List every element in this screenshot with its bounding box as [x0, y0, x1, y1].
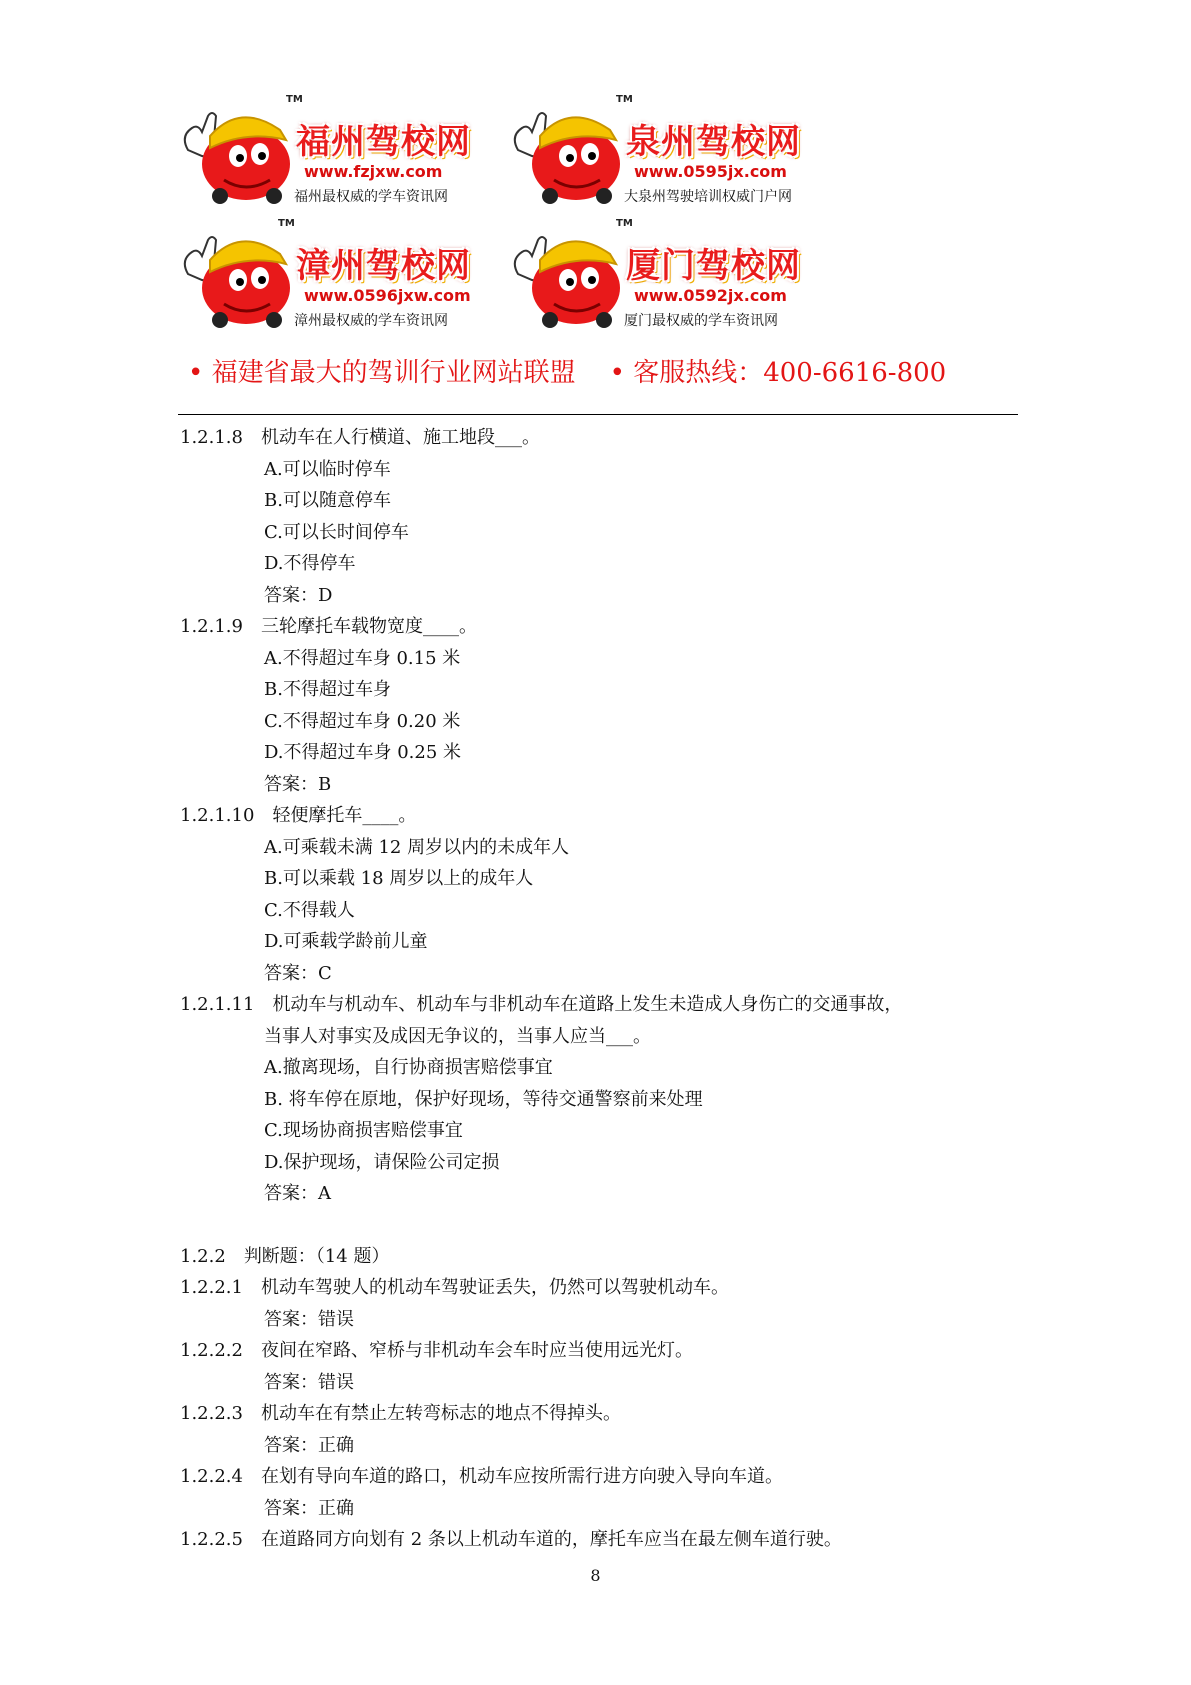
- answer-line: 答案：D: [264, 584, 333, 606]
- logo-url: www.fzjxw.com: [304, 162, 443, 181]
- question-number: 1.2.2.2: [180, 1340, 243, 1361]
- question-text: 在道路同方向划有 2 条以上机动车道的，摩托车应当在最左侧车道行驶。: [260, 1529, 842, 1550]
- answer-line: 答案：C: [264, 962, 332, 984]
- answer-line: 答案：正确: [264, 1434, 354, 1456]
- option-d: D.不得停车: [264, 553, 356, 574]
- mascot-car-icon: [180, 216, 298, 336]
- question-text: 机动车驾驶人的机动车驾驶证丢失，仍然可以驾驶机动车。: [260, 1277, 729, 1298]
- header-divider: [178, 414, 1018, 415]
- option-a: A.不得超过车身 0.15 米: [264, 647, 461, 669]
- question-number: 1.2.2.1: [180, 1277, 243, 1298]
- option-d: D.不得超过车身 0.25 米: [264, 742, 462, 763]
- logo-url: www.0592jx.com: [634, 286, 787, 305]
- question-number: 1.2.1.10: [180, 805, 255, 826]
- header-logos: [180, 92, 830, 338]
- question-line: [180, 1335, 1040, 1367]
- header-banner: [188, 352, 946, 389]
- question-text: 轻便摩托车____。: [272, 805, 417, 826]
- question-block: [180, 422, 1040, 611]
- question-text: 在划有导向车道的路口，机动车应按所需行进方向驶入导向车道。: [260, 1466, 783, 1487]
- section-heading: [180, 1241, 1040, 1273]
- option-b: B.可以乘载 18 周岁以上的成年人: [264, 868, 534, 889]
- section-number: 1.2.2: [180, 1245, 226, 1267]
- trademark-symbol: TM: [286, 94, 303, 105]
- banner-hotline-text: • 客服热线：400-6616-800: [609, 358, 947, 388]
- logo-title: 泉州驾校网: [626, 122, 801, 162]
- answer-line: 答案：错误: [264, 1308, 354, 1330]
- question-text: 夜间在窄路、窄桥与非机动车会车时应当使用远光灯。: [260, 1340, 693, 1361]
- option-a: A.撤离现场，自行协商损害赔偿事宜: [264, 1057, 553, 1078]
- answer-line: 答案：正确: [264, 1497, 354, 1519]
- logo-zhangzhou: [180, 216, 498, 338]
- question-block: [180, 989, 1040, 1210]
- option-c: C.可以长时间停车: [264, 521, 409, 543]
- question-block: [180, 800, 1040, 989]
- logo-title: 福州驾校网: [296, 122, 471, 162]
- question-number: 1.2.2.5: [180, 1529, 243, 1550]
- judgment-block: [180, 1335, 1040, 1398]
- question-line: [180, 800, 1040, 832]
- banner-alliance-text: • 福建省最大的驾训行业网站联盟: [188, 358, 576, 388]
- option-d: D.可乘载学龄前儿童: [264, 931, 428, 952]
- question-text: 三轮摩托车载物宽度____。: [260, 616, 477, 637]
- judgment-block: [180, 1461, 1040, 1524]
- judgment-block: [180, 1524, 1040, 1556]
- logo-tagline: 厦门最权威的学车资讯网: [624, 313, 778, 329]
- answer-line: 答案：B: [264, 773, 332, 795]
- question-text-continued: 当事人对事实及成因无争议的，当事人应当___。: [264, 1025, 651, 1047]
- question-line: [180, 1524, 1040, 1556]
- logo-tagline: 漳州最权威的学车资讯网: [294, 313, 448, 329]
- trademark-symbol: TM: [616, 94, 633, 105]
- logo-url: www.0595jx.com: [634, 162, 787, 181]
- logo-title: 厦门驾校网: [626, 246, 801, 286]
- document-body: [180, 422, 1040, 1556]
- spacer: [180, 1210, 1040, 1241]
- answer-line: 答案：A: [264, 1183, 331, 1204]
- judgment-block: [180, 1398, 1040, 1461]
- question-line: [180, 611, 1040, 643]
- logo-xiamen: [510, 216, 828, 338]
- question-line: [180, 1398, 1040, 1430]
- question-text: 机动车在人行横道、施工地段___。: [260, 427, 540, 448]
- judgment-block: [180, 1272, 1040, 1335]
- mascot-car-icon: [510, 216, 628, 336]
- option-b: B. 将车停在原地，保护好现场，等待交通警察前来处理: [264, 1088, 703, 1110]
- question-text: 机动车在有禁止左转弯标志的地点不得掉头。: [260, 1403, 621, 1424]
- mascot-car-icon: [180, 92, 298, 212]
- answer-line: 答案：错误: [264, 1371, 354, 1393]
- question-number: 1.2.2.3: [180, 1403, 243, 1424]
- option-a: A.可乘载未满 12 周岁以内的未成年人: [264, 836, 570, 858]
- page-number: 8: [590, 1566, 601, 1585]
- option-d: D.保护现场，请保险公司定损: [264, 1151, 500, 1173]
- trademark-symbol: TM: [278, 218, 295, 229]
- trademark-symbol: TM: [616, 218, 633, 229]
- question-line: [180, 422, 1040, 454]
- logo-quanzhou: [510, 92, 828, 214]
- mascot-car-icon: [510, 92, 628, 212]
- option-c: C.不得超过车身 0.20 米: [264, 710, 461, 732]
- option-b: B.不得超过车身: [264, 679, 391, 700]
- logo-tagline: 福州最权威的学车资讯网: [294, 189, 448, 205]
- question-line: [180, 989, 1040, 1021]
- option-c: C.现场协商损害赔偿事宜: [264, 1120, 463, 1141]
- option-c: C.不得载人: [264, 899, 355, 921]
- logo-fuzhou: [180, 92, 498, 214]
- question-line: [180, 1272, 1040, 1304]
- logo-url: www.0596jxw.com: [304, 286, 471, 305]
- question-number: 1.2.1.8: [180, 427, 243, 448]
- question-number: 1.2.1.11: [180, 994, 255, 1015]
- question-line: [180, 1461, 1040, 1493]
- section-title: 判断题：（14 题）: [243, 1245, 390, 1267]
- question-text: 机动车与机动车、机动车与非机动车在道路上发生未造成人身伤亡的交通事故，: [272, 994, 903, 1015]
- question-number: 1.2.2.4: [180, 1466, 243, 1487]
- logo-title: 漳州驾校网: [296, 246, 471, 286]
- question-number: 1.2.1.9: [180, 616, 243, 637]
- logo-tagline: 大泉州驾驶培训权威门户网: [624, 189, 792, 205]
- option-b: B.可以随意停车: [264, 490, 391, 511]
- option-a: A.可以临时停车: [264, 458, 391, 480]
- question-block: [180, 611, 1040, 800]
